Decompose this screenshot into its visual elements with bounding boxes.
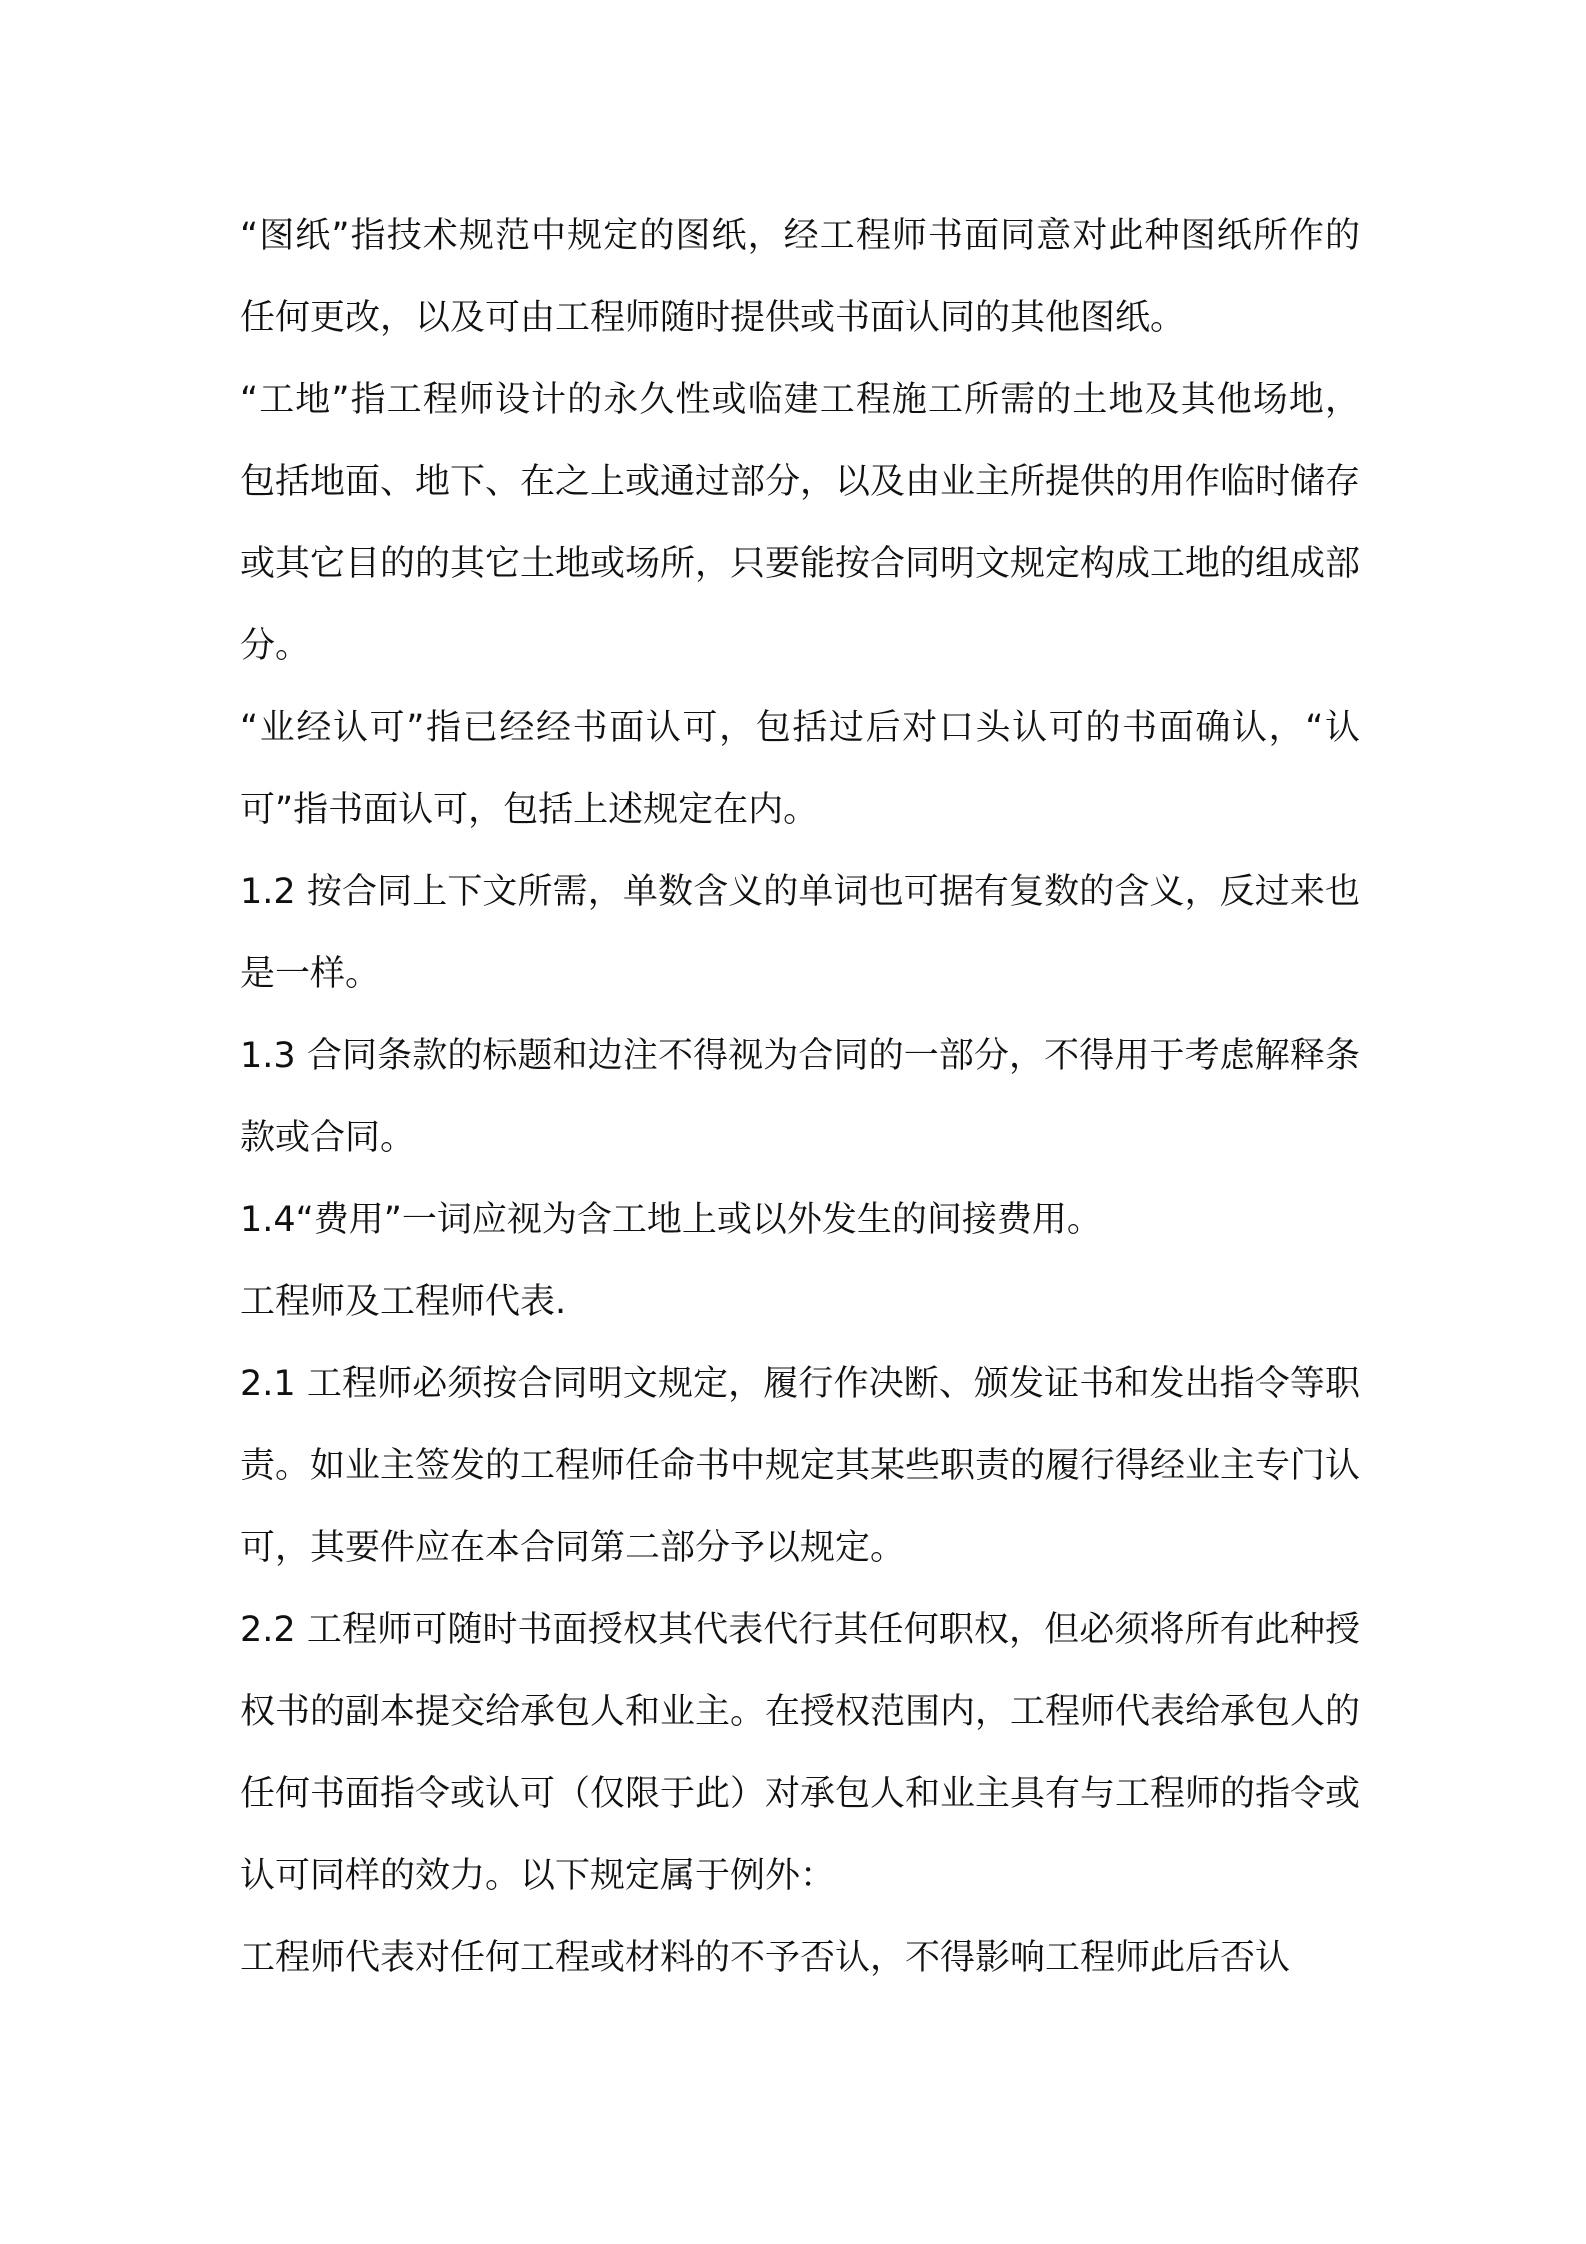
paragraph-drawings-definition: “图纸”指技术规范中规定的图纸，经工程师书面同意对此种图纸所作的任何更改，以及可由工程师随时提供或书面认同的其他图纸。 (240, 216, 1360, 338)
paragraph-clause-1-2: 1.2 按合同上下文所需，单数含义的单词也可据有复数的含义，反过来也是一样。 (240, 872, 1360, 994)
document-body (240, 195, 1360, 1999)
paragraph-representative-exception: 工程师代表对任何工程或材料的不予否认，不得影响工程师此后否认 (240, 1938, 1291, 1978)
paragraph-clause-2-1: 2.1 工程师必须按合同明文规定，履行作决断、颁发证书和发出指令等职责。如业主签发的工程师任命书中规定其某些职责的履行得经业主专门认可，其要件应在本合同第二部分予以规定。 (240, 1364, 1361, 1568)
paragraph-site-definition: “工地”指工程师设计的永久性或临建工程施工所需的土地及其他场地，包括地面、地下、在之上或通过部分，以及由业主所提供的用作临时储存或其它目的的其它土地或场所，只要能按合同明文规定构成工地的组成部分。 (240, 380, 1361, 666)
paragraph-clause-1-3: 1.3 合同条款的标题和边注不得视为合同的一部分，不得用于考虑解释条款或合同。 (240, 1036, 1360, 1158)
paragraph-approval-definition: “业经认可”指已经经书面认可，包括过后对口头认可的书面确认，“认可”指书面认可，包括上述规定在内。 (240, 708, 1360, 830)
paragraph-clause-1-4: 1.4“费用”一词应视为含工地上或以外发生的间接费用。 (240, 1200, 1102, 1240)
paragraph-clause-2-2: 2.2 工程师可随时书面授权其代表代行其任何职权，但必须将所有此种授权书的副本提交给承包人和业主。在授权范围内，工程师代表给承包人的任何书面指令或认可（仅限于此）对承包人和业主具有与工程师的指令或认可同样的效力。以下规定属于例外： (240, 1610, 1361, 1896)
section-heading-engineer: 工程师及工程师代表. (240, 1282, 567, 1322)
